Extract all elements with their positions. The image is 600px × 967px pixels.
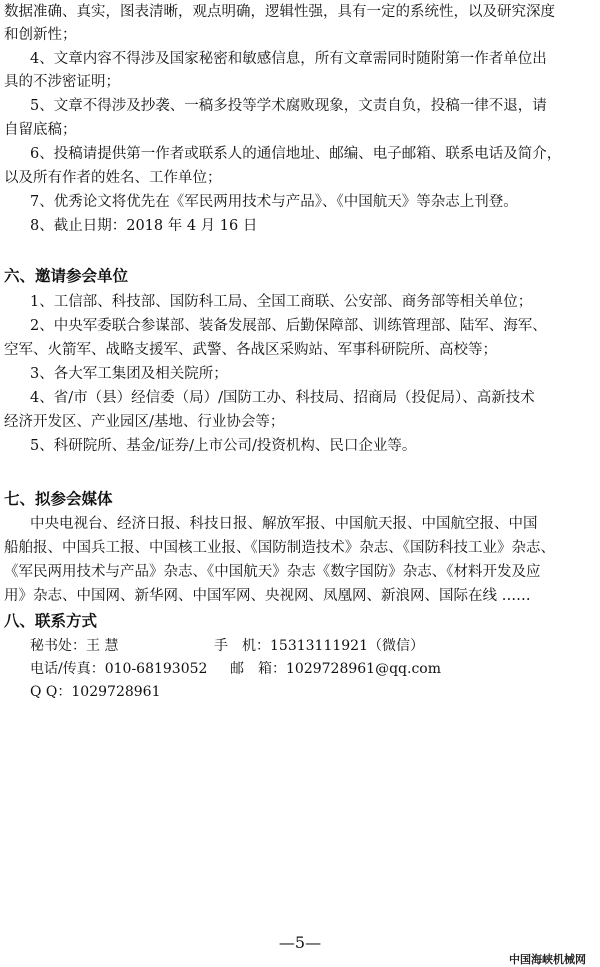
section-heading-media: 七、拟参会媒体	[4, 490, 113, 508]
paragraph-line: 空军、火箭军、战略支援军、武警、各战区采购站、军事科研院所、高校等；	[4, 342, 497, 358]
deadline-line: 8、截止日期：2018 年 4 月 16 日	[30, 218, 258, 234]
paragraph-line: 4、文章内容不得涉及国家秘密和敏感信息，所有文章需同时随附第一作者单位出	[30, 51, 547, 67]
contact-qq: Q Q：1029728961	[30, 684, 161, 700]
paragraph-line: 具的不涉密证明；	[4, 74, 120, 90]
paragraph-line: 和创新性；	[4, 27, 77, 43]
contact-secretary: 秘书处：王 慧	[30, 638, 119, 654]
site-watermark: 中国海峡机械网	[509, 953, 586, 966]
paragraph-line: 用》杂志、中国网、新华网、中国军网、央视网、凤凰网、新浪网、国际在线 ……	[4, 588, 531, 604]
paragraph-line: 4、省/市（县）经信委（局）/国防工办、科技局、招商局（投促局）、高新技术	[30, 390, 535, 406]
contact-mobile: 手 机：15313111921（微信）	[214, 638, 424, 654]
paragraph-line: 7、优秀论文将优先在《军民两用技术与产品》、《中国航天》等杂志上刊登。	[30, 194, 518, 210]
paragraph-line: 3、各大军工集团及相关院所；	[30, 366, 228, 382]
paragraph-line: 《军民两用技术与产品》杂志、《中国航天》杂志《数字国防》杂志、《材料开发及应	[4, 564, 541, 580]
paragraph-line: 2、中央军委联合参谋部、装备发展部、后勤保障部、训练管理部、陆军、海军、	[30, 318, 547, 334]
paragraph-line: 数据准确、真实，图表清晰，观点明确，逻辑性强，具有一定的系统性，以及研究深度	[4, 4, 555, 20]
paragraph-line: 1、工信部、科技部、国防科工局、全国工商联、公安部、商务部等相关单位；	[30, 294, 533, 310]
contact-tel-fax: 电话/传真：010-68193052	[30, 661, 208, 677]
paragraph-line: 5、科研院所、基金/证券/上市公司/投资机构、民口企业等。	[30, 438, 417, 454]
section-heading-contact: 八、联系方式	[4, 612, 98, 630]
paragraph-line: 5、文章不得涉及抄袭、一稿多投等学术腐败现象，文责自负，投稿一律不退，请	[30, 98, 547, 114]
page-number: —5—	[278, 933, 322, 952]
section-heading-invited-units: 六、邀请参会单位	[4, 267, 129, 285]
paragraph-line: 船舶报、中国兵工报、中国核工业报、《国防制造技术》杂志、《国防科技工业》杂志、	[4, 540, 555, 556]
contact-email: 邮 箱：1029728961@qq.com	[230, 661, 441, 677]
paragraph-line: 经济开发区、产业园区/基地、行业协会等；	[4, 414, 285, 430]
paragraph-line: 中央电视台、经济日报、科技日报、解放军报、中国航天报、中国航空报、中国	[30, 516, 538, 532]
paragraph-line: 自留底稿；	[4, 122, 77, 138]
paragraph-line: 以及所有作者的姓名、工作单位；	[4, 170, 222, 186]
paragraph-line: 6、投稿请提供第一作者或联系人的通信地址、邮编、电子邮箱、联系电话及简介，	[30, 146, 562, 162]
